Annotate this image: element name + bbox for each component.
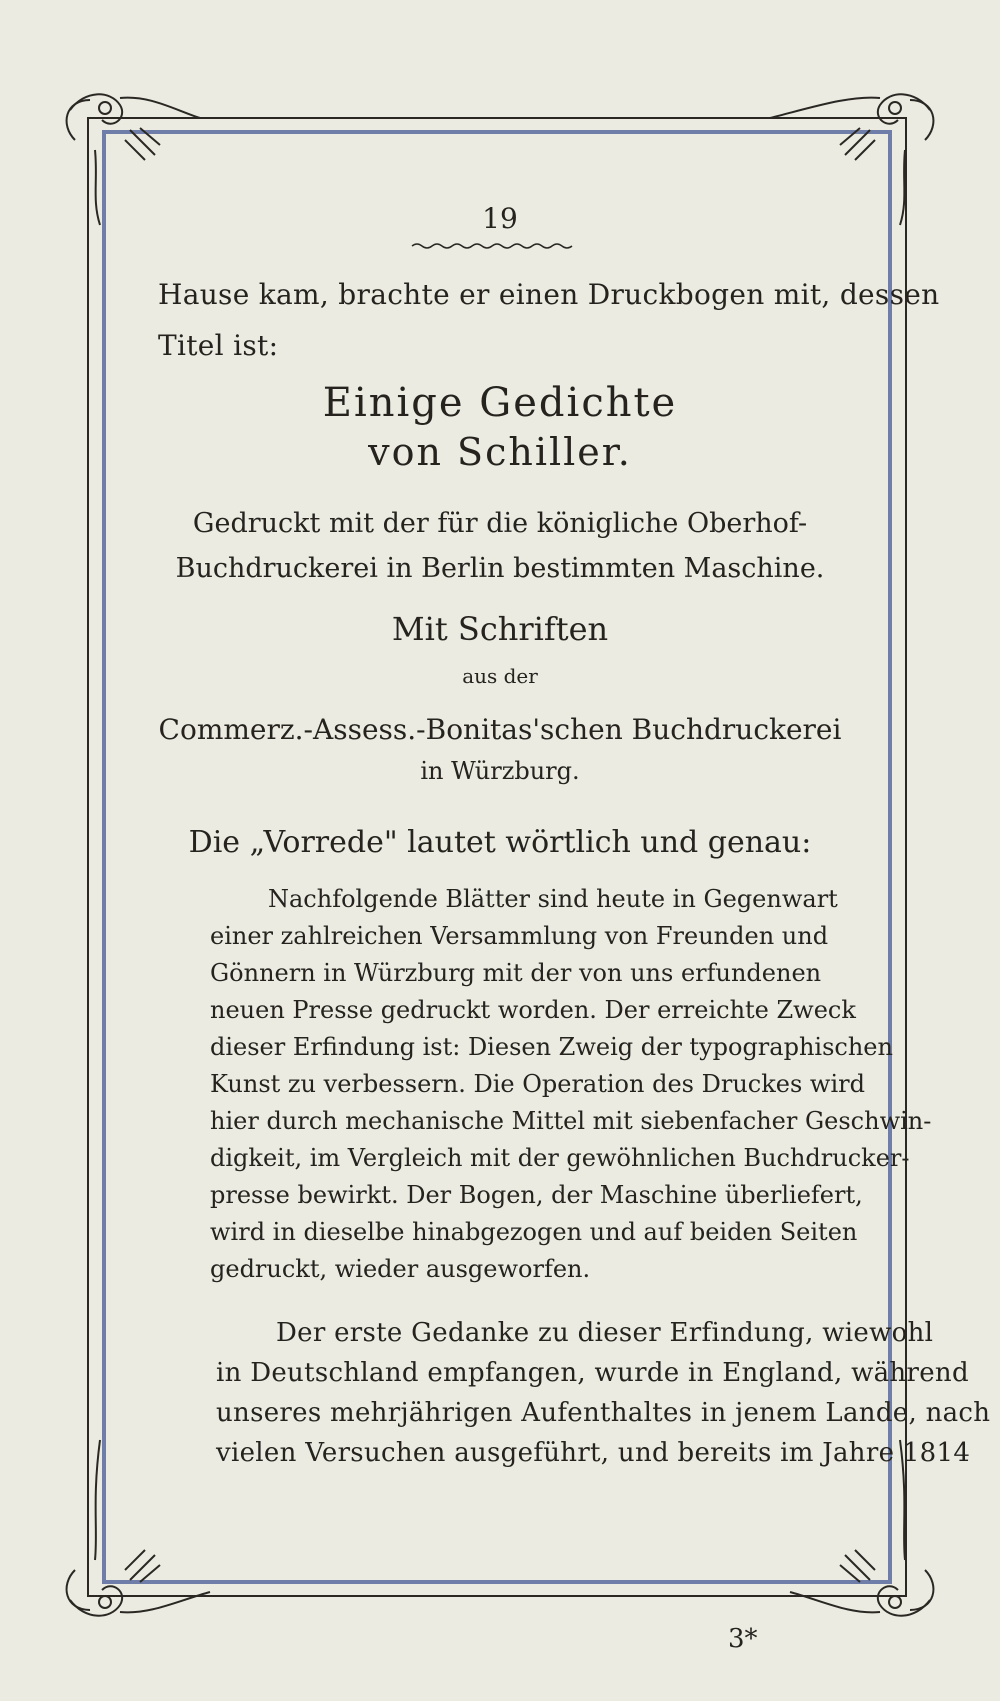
signature-mark: 3* [728, 1624, 758, 1654]
quote-line: Gönnern in Würzburg mit der von uns erfundenen [210, 959, 822, 987]
quote-line: gedruckt, wieder ausgeworfen. [210, 1255, 591, 1283]
intro-line: Hause kam, brachte er einen Druckbogen mit, dessen [158, 278, 940, 311]
printed-note-line-1: Gedruckt mit der für die königliche Oberhof- [192, 508, 808, 539]
intro-line: Titel ist: [158, 329, 279, 362]
quote-line: wird in dieselbe hinabgezogen und auf beiden Seiten [210, 1218, 858, 1246]
closing-line: Der erste Gedanke zu dieser Erfindung, wiewohl [276, 1318, 934, 1348]
quote-line: Kunst zu verbessern. Die Operation des Druckes wird [210, 1070, 865, 1098]
quote-line: einer zahlreichen Versammlung von Freunden und [210, 922, 829, 950]
printed-note-line-2: Buchdruckerei in Berlin bestimmten Maschine. [175, 553, 825, 584]
quote-line: digkeit, im Vergleich mit der gewöhnlichen Buchdrucker- [210, 1144, 910, 1172]
preface-heading: Die „Vorrede" lautet wörtlich und genau: [188, 825, 812, 860]
quote-line: presse bewirkt. Der Bogen, der Maschine überliefert, [210, 1181, 863, 1209]
from-line: aus der [462, 664, 538, 688]
press-line: Commerz.-Assess.-Bonitas'schen Buchdruckerei [158, 713, 842, 746]
page-number: 19 [482, 202, 518, 235]
quote-line: neuen Presse gedruckt worden. Der erreichte Zweck [210, 996, 856, 1024]
fonts-line: Mit Schriften [391, 610, 609, 648]
page-number-ornament-rule [412, 244, 572, 248]
closing-line: unseres mehrjährigen Aufenthaltes in jenem Lande, nach [216, 1398, 991, 1428]
closing-line: in Deutschland empfangen, wurde in England, während [216, 1358, 969, 1388]
book-title-line-1: Einige Gedichte [322, 380, 678, 426]
quote-line: dieser Erfindung ist: Diesen Zweig der typographischen [210, 1033, 893, 1061]
quote-line: hier durch mechanische Mittel mit siebenfacher Geschwin- [210, 1107, 932, 1135]
closing-line: vielen Versuchen ausgeführt, und bereits im Jahre 1814 [216, 1438, 971, 1468]
place-line: in Würzburg. [420, 757, 580, 785]
book-title-line-2: von Schiller. [368, 430, 632, 474]
quote-line: Nachfolgende Blätter sind heute in Gegenwart [268, 885, 838, 913]
